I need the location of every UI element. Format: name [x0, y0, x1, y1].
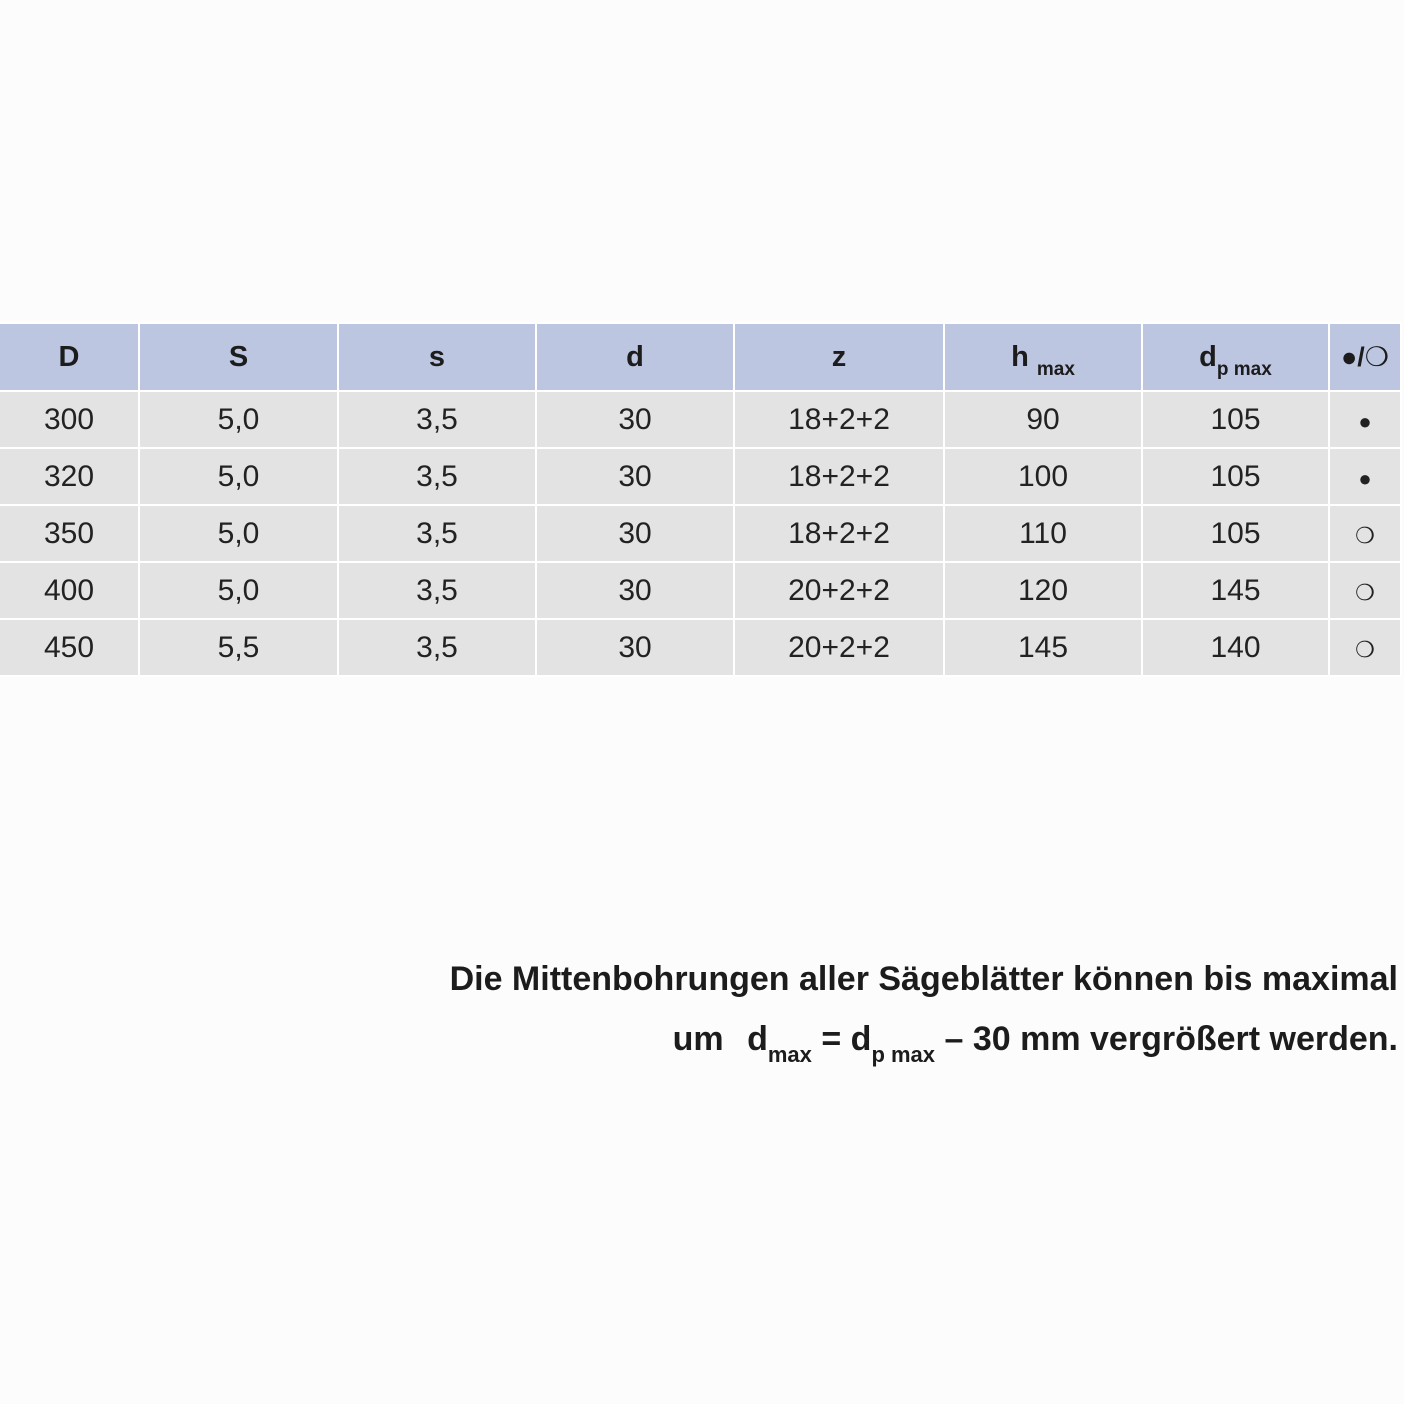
table-row: [0, 391, 1401, 448]
header-D: D: [0, 323, 139, 391]
dmax-subscript: max: [767, 1042, 812, 1067]
cell-dp-max: 105: [1142, 505, 1329, 562]
table-row: [0, 619, 1401, 676]
cell-availability: [1329, 391, 1401, 448]
filled-circle-icon: ●: [1358, 465, 1372, 491]
cell-dp-max: 105: [1142, 448, 1329, 505]
cell-h-max: 90: [944, 391, 1142, 448]
spec-table: [0, 322, 1402, 677]
header-z: z: [734, 323, 944, 391]
cell-h-max: 100: [944, 448, 1142, 505]
cell-d: 30: [536, 505, 734, 562]
table-body: [0, 391, 1401, 676]
header-dp-max: $d_{p max}$: [1142, 323, 1329, 391]
cell-z: 20+2+2: [734, 562, 944, 619]
cell-h-max: 110: [944, 505, 1142, 562]
header-d: d: [536, 323, 734, 391]
dmax-symbol: d: [747, 1020, 768, 1058]
filled-circle-icon: ●: [1358, 408, 1372, 434]
cell-s: 3,5: [338, 505, 536, 562]
cell-s: 3,5: [338, 391, 536, 448]
cell-S: 5,0: [139, 448, 338, 505]
table-row: [0, 448, 1401, 505]
cell-dp-max: 140: [1142, 619, 1329, 676]
cell-z: 18+2+2: [734, 505, 944, 562]
cell-D: 450: [0, 619, 139, 676]
cell-z: 18+2+2: [734, 448, 944, 505]
cell-S: 5,0: [139, 505, 338, 562]
cell-S: 5,0: [139, 562, 338, 619]
bore-note: [298, 962, 1398, 1082]
cell-z: 18+2+2: [734, 391, 944, 448]
cell-S: 5,5: [139, 619, 338, 676]
hollow-circle-icon: ❍: [1355, 522, 1375, 548]
cell-D: 350: [0, 505, 139, 562]
cell-h-max: 145: [944, 619, 1142, 676]
table-row: [0, 562, 1401, 619]
cell-s: 3,5: [338, 448, 536, 505]
cell-s: 3,5: [338, 562, 536, 619]
header-availability: ●/❍: [1329, 323, 1401, 391]
note-prefix: um: [672, 1020, 724, 1058]
cell-availability: [1329, 562, 1401, 619]
header-s: s: [338, 323, 536, 391]
header-h-max: h $_{max}$: [944, 323, 1142, 391]
cell-d: 30: [536, 619, 734, 676]
cell-availability: [1329, 505, 1401, 562]
cell-S: 5,0: [139, 391, 338, 448]
note-suffix: – 30 mm vergrößert werden.: [944, 1020, 1398, 1058]
hollow-circle-icon: ❍: [1355, 636, 1375, 662]
cell-dp-max: 105: [1142, 391, 1329, 448]
cell-D: 320: [0, 448, 139, 505]
equals-sign: =: [821, 1020, 842, 1058]
table-row: [0, 505, 1401, 562]
cell-s: 3,5: [338, 619, 536, 676]
note-line-2: [298, 1022, 1398, 1082]
cell-h-max: 120: [944, 562, 1142, 619]
dp-symbol: d: [850, 1020, 872, 1058]
cell-availability: [1329, 619, 1401, 676]
header-S: S: [139, 323, 338, 391]
cell-d: 30: [536, 448, 734, 505]
cell-D: 400: [0, 562, 139, 619]
dp-subscript: p max: [871, 1042, 936, 1067]
note-line-1: Die Mittenbohrungen aller Sägeblätter können bis maximal: [449, 960, 1398, 998]
hollow-circle-icon: ❍: [1355, 579, 1375, 605]
header-row: [0, 323, 1401, 391]
cell-d: 30: [536, 391, 734, 448]
cell-z: 20+2+2: [734, 619, 944, 676]
cell-availability: [1329, 448, 1401, 505]
cell-d: 30: [536, 562, 734, 619]
cell-D: 300: [0, 391, 139, 448]
table-header: [0, 323, 1401, 391]
cell-dp-max: 145: [1142, 562, 1329, 619]
